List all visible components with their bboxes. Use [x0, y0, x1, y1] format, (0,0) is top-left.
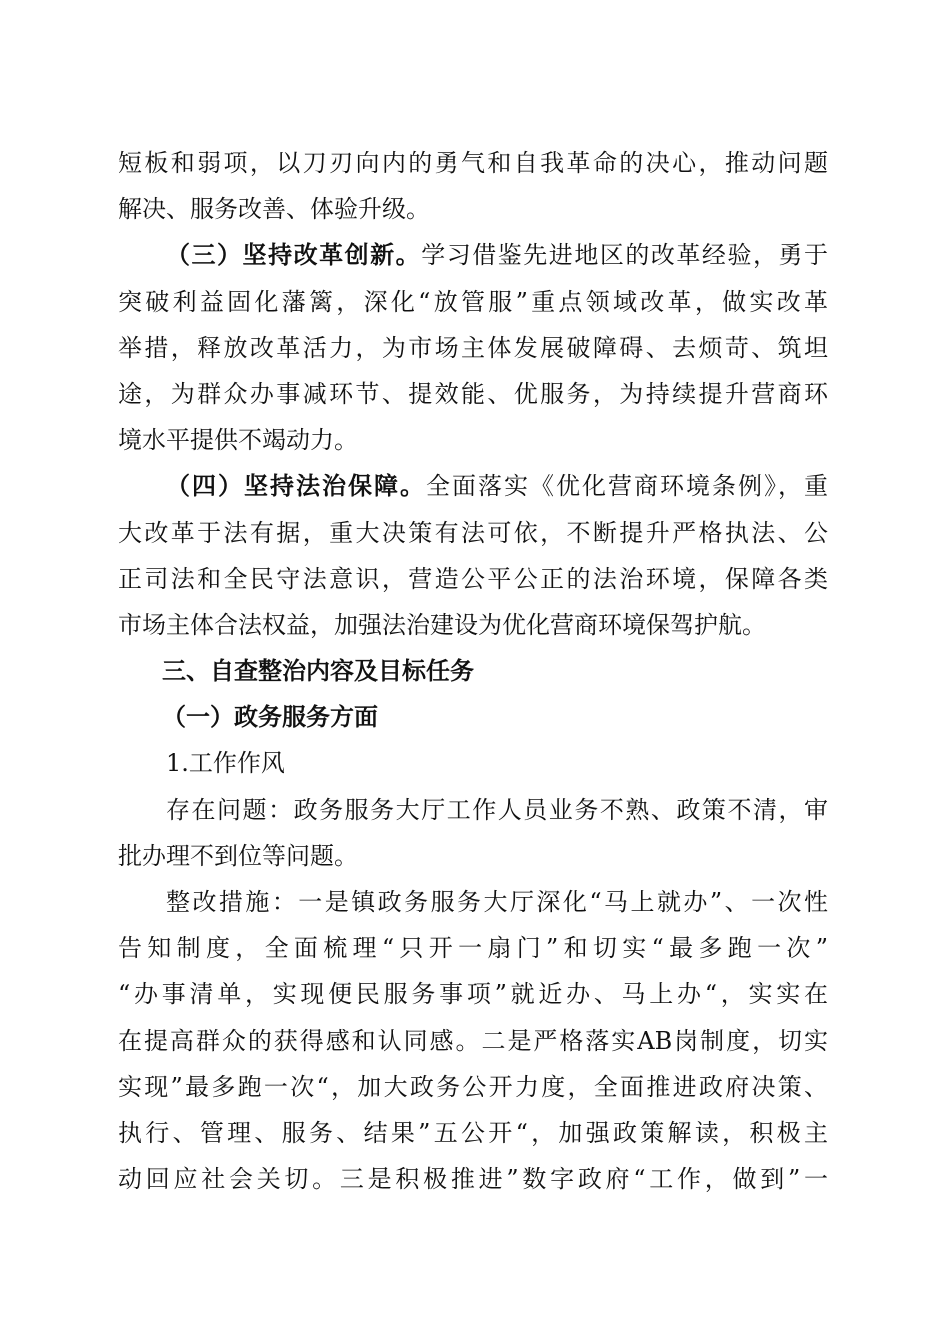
text-line: 实现”最多跑一次“，加大政务公开力度，全面推进政府决策、 — [118, 1072, 828, 1101]
text-line: 执行、管理、服务、结果”五公开“，加强政策解读，积极主 — [118, 1118, 828, 1147]
text-line: 大改革于法有据，重大决策有法可依，不断提升严格执法、公 — [118, 518, 828, 547]
section-heading: 三、自查整治内容及目标任务 — [162, 657, 474, 686]
text-line: 举措，释放改革活力，为市场主体发展破障碍、去烦苛、筑坦 — [118, 333, 828, 362]
text-line: 境水平提供不竭动力。 — [118, 426, 358, 455]
text-line: 短板和弱项，以刀刃向内的勇气和自我革命的决心，推动问题 — [118, 149, 828, 177]
paragraph-law — [118, 463, 828, 648]
paragraph-reform — [118, 232, 828, 463]
text-line: 正司法和全民守法意识，营造公平公正的法治环境，保障各类 — [118, 564, 828, 593]
paragraph-text: 学习借鉴先进地区的改革经验，勇于 — [421, 241, 829, 270]
paragraph-intro — [118, 140, 828, 232]
text-line — [118, 463, 828, 509]
paragraph-problem — [118, 787, 828, 879]
paragraph-text: 全面落实《优化营商环境条例》，重 — [426, 472, 828, 501]
paragraph-measures — [118, 879, 828, 1202]
text-line: 动回应社会关切。三是积极推进”数字政府“工作，做到”一 — [118, 1165, 828, 1194]
subsection-heading: （一）政务服务方面 — [162, 702, 378, 732]
text-line: “办事清单，实现便民服务事项”就近办、马上办“，实实在 — [118, 980, 828, 1009]
document-body — [118, 140, 828, 1202]
text-line: 存在问题：政务服务大厅工作人员业务不熟、政策不清，审 — [166, 795, 828, 824]
text-line: 整改措施：一是镇政务服务大厅深化“马上就办”、一次性 — [166, 888, 828, 916]
text-line: 途，为群众办事减环节、提效能、优服务，为持续提升营商环 — [118, 379, 828, 408]
item-heading: 1.工作作风 — [166, 749, 285, 778]
text-line — [118, 232, 828, 278]
text-line: 市场主体合法权益，加强法治建设为优化营商环境保驾护航。 — [118, 610, 766, 639]
text-line: 批办理不到位等问题。 — [118, 841, 358, 870]
text-line: 突破利益固化藩篱，深化“放管服”重点领域改革，做实改革 — [118, 287, 828, 316]
text-line: 解决、服务改善、体验升级。 — [118, 195, 430, 224]
paragraph-lead: （三）坚持改革创新。 — [166, 240, 422, 270]
paragraph-lead: （四）坚持法治保障。 — [166, 471, 426, 501]
text-line: 告知制度，全面梳理“只开一扇门”和切实“最多跑一次” — [118, 934, 828, 963]
text-line: 在提高群众的获得感和认同感。二是严格落实AB岗制度，切实 — [118, 1026, 828, 1055]
